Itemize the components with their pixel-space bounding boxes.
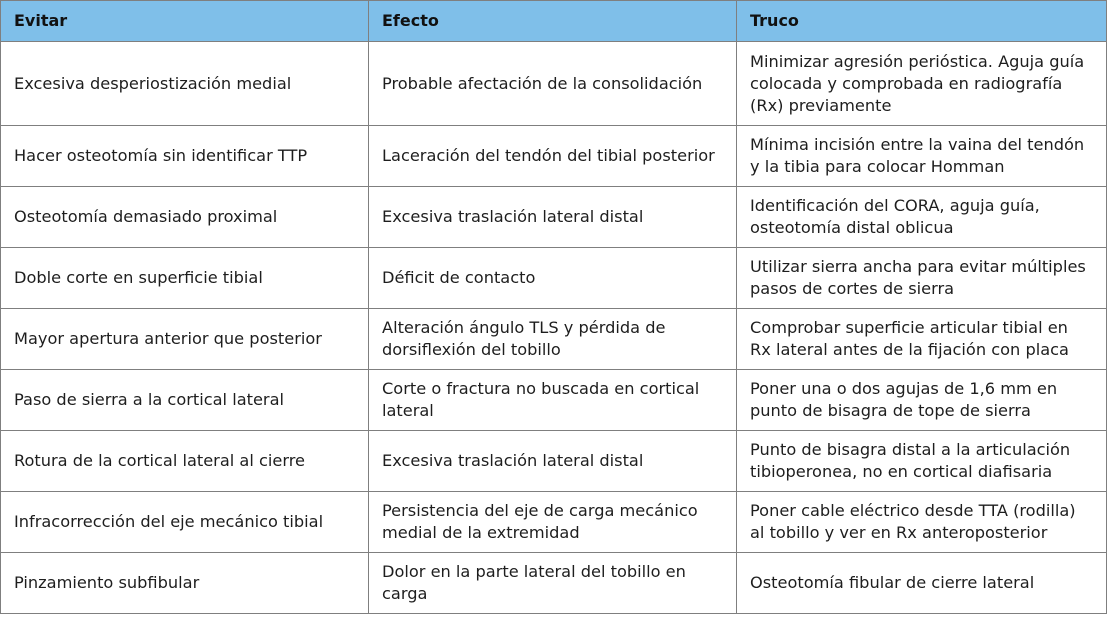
table-row (1, 309, 1107, 370)
table-row (1, 42, 1107, 126)
cell-truco: Punto de bisagra distal a la articulación tibioperonea, no en cortical diafisaria (737, 431, 1107, 492)
cell-efecto: Excesiva traslación lateral distal (369, 187, 737, 248)
cell-evitar: Hacer osteotomía sin identificar TTP (1, 126, 369, 187)
table-row (1, 126, 1107, 187)
cell-efecto: Persistencia del eje de carga mecánico medial de la extremidad (369, 492, 737, 553)
table-row (1, 370, 1107, 431)
cell-truco: Utilizar sierra ancha para evitar múltiples pasos de cortes de sierra (737, 248, 1107, 309)
cell-efecto: Corte o fractura no buscada en cortical lateral (369, 370, 737, 431)
table-row (1, 187, 1107, 248)
cell-efecto: Excesiva traslación lateral distal (369, 431, 737, 492)
cell-truco: Minimizar agresión perióstica. Aguja guía colocada y comprobada en radiografía (Rx) previamente (737, 42, 1107, 126)
cell-evitar: Excesiva desperiostización medial (1, 42, 369, 126)
cell-efecto: Laceración del tendón del tibial posterior (369, 126, 737, 187)
table-row (1, 492, 1107, 553)
cell-truco: Poner una o dos agujas de 1,6 mm en punto de bisagra de tope de sierra (737, 370, 1107, 431)
table-header-row (1, 1, 1107, 42)
cell-efecto: Probable afectación de la consolidación (369, 42, 737, 126)
cell-efecto: Dolor en la parte lateral del tobillo en carga (369, 553, 737, 614)
cell-efecto: Alteración ángulo TLS y pérdida de dorsiflexión del tobillo (369, 309, 737, 370)
table-row (1, 248, 1107, 309)
cell-evitar: Osteotomía demasiado proximal (1, 187, 369, 248)
cell-evitar: Pinzamiento subfibular (1, 553, 369, 614)
header-efecto: Efecto (369, 1, 737, 42)
cell-truco: Osteotomía fibular de cierre lateral (737, 553, 1107, 614)
cell-truco: Mínima incisión entre la vaina del tendón y la tibia para colocar Homman (737, 126, 1107, 187)
cell-truco: Identificación del CORA, aguja guía, osteotomía distal oblicua (737, 187, 1107, 248)
cell-evitar: Mayor apertura anterior que posterior (1, 309, 369, 370)
cell-evitar: Infracorrección del eje mecánico tibial (1, 492, 369, 553)
table-row (1, 553, 1107, 614)
cell-truco: Poner cable eléctrico desde TTA (rodilla) al tobillo y ver en Rx anteroposterior (737, 492, 1107, 553)
cell-evitar: Rotura de la cortical lateral al cierre (1, 431, 369, 492)
cell-evitar: Doble corte en superficie tibial (1, 248, 369, 309)
header-truco: Truco (737, 1, 1107, 42)
cell-efecto: Déficit de contacto (369, 248, 737, 309)
cell-evitar: Paso de sierra a la cortical lateral (1, 370, 369, 431)
cell-truco: Comprobar superficie articular tibial en Rx lateral antes de la fijación con placa (737, 309, 1107, 370)
table-row (1, 431, 1107, 492)
header-evitar: Evitar (1, 1, 369, 42)
